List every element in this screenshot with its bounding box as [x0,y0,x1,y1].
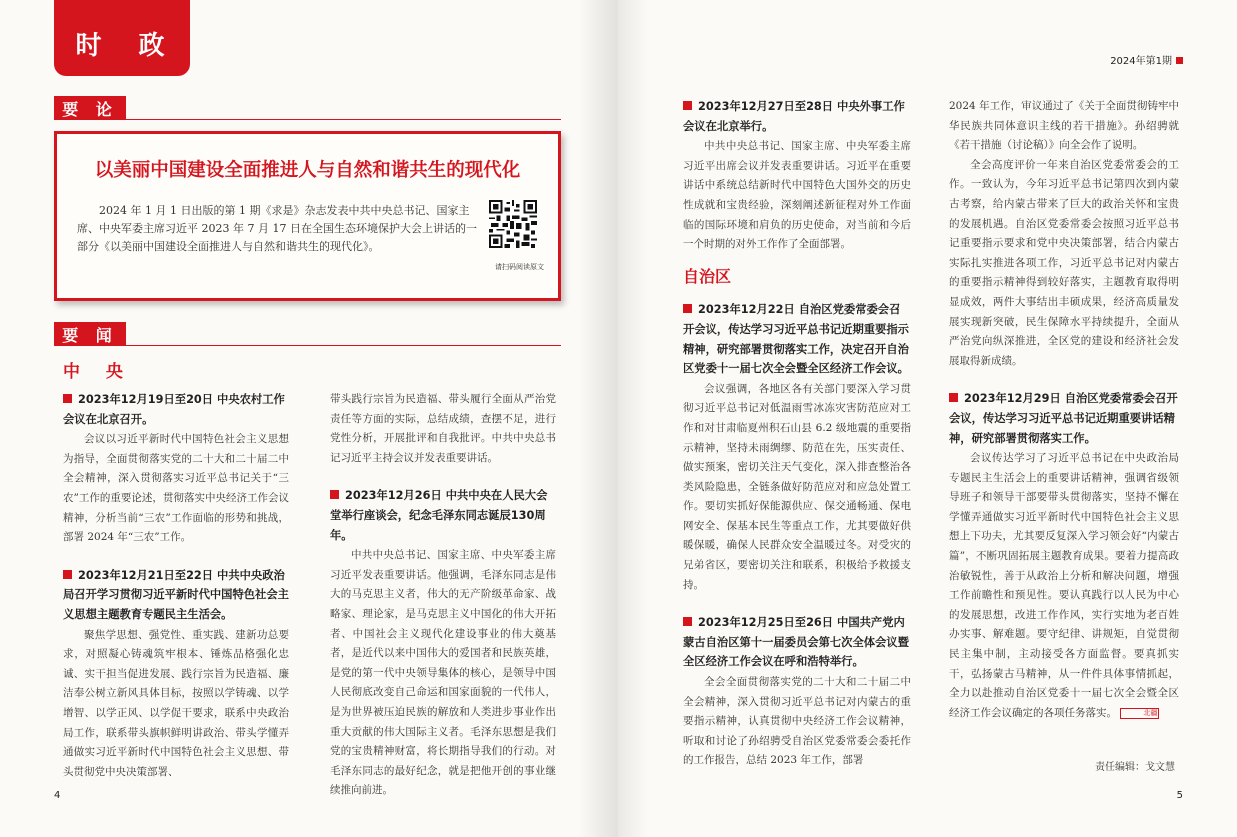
column-4 [949,97,1179,723]
section-rule [126,119,561,120]
square-icon [1176,57,1183,64]
feature-title: 以美丽中国建设全面推进人与自然和谐共生的现代化 [94,160,521,181]
news-headline: 2023年12月29日 自治区党委常委会召开会议，传达学习习近平总书记近期重要讲话精神，研究部署贯彻落实工作。 [949,392,1178,445]
news-headline: 2023年12月21日至22日 中共中央政治局召开学习贯彻习近平新时代中国特色社会主义思想主题教育专题民主生活会。 [63,568,289,621]
gutter-shadow [618,0,648,837]
label-yaowen: 要 闻 [54,322,126,346]
news-body: 中共中央总书记、国家主席、中央军委主席习近平出席会议并发表重要讲话。习近平在重要讲话中系统总结新时代中国特色大国外交的历史性成就和宝贵经验，深刻阐述新征程对外工作面临的国际环境和肩负的历史使命，对当前和今后一个时期的对外工作作了全面部署。 [683,140,911,251]
region-title-central: 中 央 [63,362,133,382]
region-title-zzq: 自治区 [683,266,732,286]
news-body: 2024 年工作，审议通过了《关于全面贯彻铸牢中华民族共同体意识主线的若干措施》。孙绍骋就《若干措施（讨论稿）》向全会作了说明。 [949,100,1179,152]
end-seal-icon: 北疆 [1120,708,1159,719]
news-headline: 2023年12月25日至26日 中国共产党内蒙古自治区第十一届委员会第七次全体会议暨全区经济工作会议在呼和浩特举行。 [683,616,909,669]
news-body: 聚焦学思想、强党性、重实践、建新功总要求，对照凝心铸魂筑牢根本、锤炼品格强化忠诚、实干担当促进发展、践行宗旨为民造福、廉洁奉公树立新风具体目标，按照以学铸魂、以学增智、以学正风、以学促干要求，联系中央政治局工作，联系带头旗帜鲜明讲政治、带头学懂弄通做实习近平新时代中国特色社会主义思想、带头贯彻党中央决策部署、 [63,628,289,778]
news-body: 带头践行宗旨为民造福、带头履行全面从严治党责任等方面的实际，总结成绩，查摆不足，进行党性分析，开展批评和自我批评。中共中央总书记习近平主持会议并发表重要讲话。 [330,393,556,464]
news-headline: 2023年12月22日 自治区党委常委会召开会议，传达学习习近平总书记近期重要指示精神，研究部署贯彻落实工作，决定召开自治区党委十一届七次全会暨全区经济工作会议。 [683,303,909,376]
news-body: 会议以习近平新时代中国特色社会主义思想为指导，全面贯彻落实党的二十大和二十届二中全会精神，深入贯彻落实习近平总书记关于“三农”工作的重要论述，贯彻落实中央经济工作会议精神，分析当前“三农”工作面临的形势和挑战，部署 2024 年“三农”工作。 [63,433,289,544]
editor-credit: 责任编辑：戈文慧 [1095,762,1175,773]
bullet-square-icon [949,393,958,402]
bullet-square-icon [683,617,692,626]
news-body: 全会全面贯彻落实党的二十大和二十届二中全会精神，深入贯彻习近平总书记对内蒙古的重要指示精神，认真贯彻中央经济工作会议精神，听取和讨论了孙绍骋受自治区党委常委会委托作的工作报告，总结 2023 年工作，部署 [683,676,911,767]
news-body: 会议传达学习了习近平总书记在中央政治局专题民主生活会上的重要讲话精神，强调省级领导班子和领导干部要带头贯彻落实，坚持不懈在学懂弄通做实习近平新时代中国特色社会主义思想上下功夫，尤其要反复深入学习领会好“内蒙古篇”，不断巩固拓展主题教育成果。要着力提高政治敏锐性，善于从政治上分析和解决问题，增强工作前瞻性和预见性。要认真践行以人民为中心的发展思想，改进工作作风，实行实地为老百姓办实事、解难题。要守纪律、讲规矩，自觉贯彻民主集中制，主动接受各方面监督。要真抓实干，弘扬蒙古马精神，从一件件具体事情抓起，全力以赴推动自治区党委十一届七次全会暨全区经济工作会议确定的各项任务落实。 北疆 [949,452,1179,719]
left-page [0,0,618,837]
feature-box [54,131,561,301]
column-2 [330,390,556,801]
section-rule [126,345,561,346]
page-number-right: 5 [1176,790,1183,801]
issue-label: 2024年第1期 [1110,52,1183,67]
news-headline: 2023年12月27日至28日 中央外事工作会议在北京举行。 [683,100,905,133]
bullet-square-icon [683,101,692,110]
news-body: 全会高度评价一年来自治区党委常委会的工作。一致认为，今年习近平总书记第四次到内蒙古考察，给内蒙古带来了巨大的政治关怀和宝贵的发展机遇。自治区党委常委会按照习近平总书记重要指示要求和党中央决策部署，结合内蒙古实际扎实推进各项工作，习近平总书记对内蒙古的重要指示精神得到较好落实，主题教育取得明显成效，两件大事结出丰硕成果，经济高质量发展实现新突破，民生保障水平持续提升，全面从严治党向纵深推进，全区党的建设和经济社会发展取得新成绩。 [949,158,1179,367]
bullet-square-icon [330,490,339,499]
bullet-square-icon [63,394,72,403]
news-body: 会议强调，各地区各有关部门要深入学习贯彻习近平总书记对低温雨雪冰冻灾害防范应对工作和对甘肃临夏州积石山县 6.2 级地震的重要指示精神，坚持未雨绸缪、防范在先，压实责任、做实预案，密切关注天气变化，深入排查整治各类风险隐患，全链条做好防范应对和应急处置工作。要切实抓好保能源供应、保交通畅通、保电网安全、保基本民生等重点工作，尤其要做好供暖保暖，确保人民群众安全温暖过冬。对受灾的兄弟省区，要密切关注和联系，积极给予救援支持。 [683,382,911,591]
page-number-left: 4 [54,790,61,801]
news-body: 中共中央总书记、国家主席、中央军委主席习近平发表重要讲话。他强调，毛泽东同志是伟大的马克思主义者，伟大的无产阶级革命家、战略家、理论家，是马克思主义中国化的伟大开拓者、中国社会主义现代化建设事业的伟大奠基者，是近代以来中国伟大的爱国者和民族英雄，是党的第一代中央领导集体的核心，是领导中国人民彻底改变自己命运和国家面貌的一代伟人，是为世界被压迫民族的解放和人类进步事业作出重大贡献的伟大国际主义者。毛泽东思想是我们党的宝贵精神财富，将长期指导我们的行动。对毛泽东同志的最好纪念，就是把他开创的事业继续推向前进。 [330,549,556,797]
label-yaolun: 要 论 [54,96,126,120]
bullet-square-icon [683,304,692,313]
qr-caption: 请扫码阅读原文 [495,263,544,271]
news-headline: 2023年12月19日至20日 中央农村工作会议在北京召开。 [63,393,285,426]
gutter-shadow [578,0,618,837]
bullet-square-icon [63,570,72,579]
section-tab: 时 政 [54,0,190,76]
feature-body: 2024 年 1 月 1 日出版的第 1 期《求是》杂志发表中共中央总书记、国家主席、中央军委主席习近平 2023 年 7 月 17 日在全国生态环境保护大会上讲话的一部分《以美丽中国建设全面推进人与自然和谐共生的现代化》。 [77,204,477,253]
news-headline: 2023年12月26日 中共中央在人民大会堂举行座谈会，纪念毛泽东同志诞辰130周年。 [330,489,548,542]
qr-code-icon[interactable] [489,200,537,248]
column-3 [683,97,911,771]
right-page [618,0,1237,837]
column-1 [63,390,289,782]
